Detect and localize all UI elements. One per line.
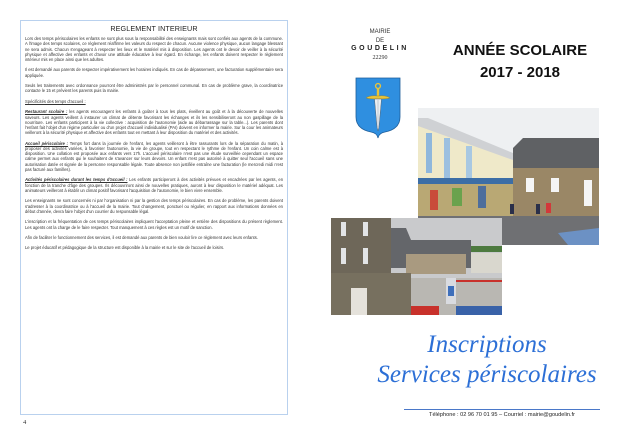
footer-contact: Téléphone : 02 96 70 01 95 – Courriel : mairie@goudelin.fr (429, 412, 575, 418)
school-entrance-photo (331, 218, 502, 315)
rules-paragraphs (25, 36, 283, 251)
rules-paragraph-activites (25, 177, 283, 193)
mairie-line2: DE (375, 37, 385, 44)
rules-paragraph (25, 235, 283, 240)
main-heading-line2: Services périscolaires (377, 361, 597, 388)
rules-paragraph (25, 67, 283, 78)
paragraph-lead: Accueil périscolaire : (25, 140, 69, 146)
rules-title: REGLEMENT INTERIEUR (110, 24, 198, 33)
main-heading-line1: Inscriptions (427, 331, 547, 358)
rules-paragraph (25, 83, 283, 94)
rules-paragraph (25, 245, 283, 250)
mairie-line1: MAIRIE (369, 29, 391, 35)
paragraph-text: Le projet éducatif et pédagogique de la structure est disponible à la mairie et sur le site de l'accueil de loisirs. (25, 245, 225, 251)
paragraph-lead: Activités périscolaires durant les temps d'accueil : (25, 177, 128, 183)
paragraph-text: les agents encouragent les enfants à goûter à tous les plats, éveillent au goût et à la découverte de nouvelles saveurs. Les agents veillent à instaurer un climat de détente favorisant les échanges et ils les sensibiliseront au non gaspillage de la nourriture. Les enfants participent à la vie collective : acquisition de l'autonomie (aide au débarrassage sur la table...). Les parents dont l'enfant fait l'objet d'un régime particulier ou d'un projet d'accueil individualisé (PAI) doivent en informer la mairie. Sur la cour les animateurs veilleront à la sécurité physique et affective des enfants tout en mettant à leur disposition du matériel et des activités. (25, 109, 283, 136)
paragraph-lead: Restaurant scolaire : (25, 109, 68, 115)
school-year-title (430, 40, 610, 84)
rules-paragraph (25, 36, 283, 62)
paragraph-text: Les enseignants ne sont concernés ni par l'organisation ni par la gestion des temps périscolaires. En cas de problème, les parents doivent s'adresser à la coordinatrice ou à l'accueil de la mairie. Tout changement, ponctuel ou régulier, en rapport aux informations données en début d'année, devra faire l'objet d'un courrier du responsable légal. (25, 198, 283, 214)
paragraph-text: Afin de faciliter le fonctionnement des services, il est demandé aux parents de bien vouloir lire ce règlement avec leurs enfants. (25, 234, 258, 240)
sword-coat-of-arms-icon (355, 77, 401, 139)
paragraph-text: Temps fort dans la journée de l'enfant, les agents veilleront à être rassurants lors de la séparation du matin, à proposer des activités variées, à favoriser l'autonomie, la vie de groupe, tout en respectant le rythme de l'enfant. Un coin calme est à disposition. Une collation est proposée aux enfants vers 17h. L'accueil périscolaire n'est pas une étude surveillée cependant un espace calme permet aux enfants qui le souhaitent de s'avancer sur leurs devoirs. Un enfant n'est pas autorisé à quitter seul l'accueil sans une autorisation datée et signée de la personne responsable légale. Toute absence non justifiée entraîne une facturation (le mercredi midi n'est pas facturé aux familles). (25, 140, 283, 172)
rules-box (20, 20, 288, 415)
town-name: GOUDELIN (351, 45, 409, 52)
paragraph-text: Lors des temps périscolaires les enfants ne sont plus sous la responsabilité des enseignants mais sont confiés aux agents de la commune. A l'image des temps scolaires, ce règlement réaffirme les valeurs du respect de chacun. Aucune violence physique, aucun langage blessant ne sera admis. Chacun s'engageant à respecter les lieux et le matériel mis à disposition. Les agents ont le devoir de veiller à la sécurité physique et affective des enfants et d'avoir une attitude éducative à leur égard. En échange, les enfants doivent respecter le règlement intérieur mis en place ainsi que les adultes. (25, 36, 283, 62)
mairie-header (340, 28, 420, 62)
paragraph-text: Spécificités des temps d'accueil : (25, 98, 86, 104)
postal-code: 22290 (372, 54, 388, 61)
paragraph-text: L'inscription et la fréquentation de ces temps périscolaires impliquent l'acceptation pleine et entière des dispositions du présent règlement. Les agents ont la charge de le faire respecter. Tout manquement à ces règles est un motif de sanction. (25, 219, 283, 230)
rules-subheading (25, 99, 283, 104)
rules-paragraph (25, 219, 283, 230)
paragraph-text: Il est demandé aux parents de respecter impérativement les horaires indiqués. En cas de dépassement, une facturation supplémentaire sera appliquée. (25, 67, 283, 78)
rules-paragraph-restaurant (25, 109, 283, 135)
paragraph-text: Seuls les traitements avec ordonnance pourront être administrés par le personnel communal. En cas de problème grave, la coordinatrice contacte le 15 et prévient les parents puis la mairie. (25, 83, 283, 94)
school-year-title-line1: ANNÉE SCOLAIRE (452, 42, 588, 59)
rules-paragraph-accueil (25, 141, 283, 173)
footer-divider (404, 409, 600, 410)
main-heading (372, 330, 602, 390)
page-number: 4 (23, 419, 27, 426)
rules-paragraph (25, 198, 283, 214)
paragraph-text: Les enfants participeront à des activités prévues et encadrées par les agents, en fonction de la tranche d'âge des groupes. Ils découvriront ainsi de nouvelles pratiques, auront à leur disposition le matériel adéquat. Les animateurs veilleront à établir un climat positif favorisant l'acquisition de l'autonomie, le bien vivre ensemble. (25, 177, 284, 193)
school-year-title-line2: 2017 - 2018 (479, 64, 561, 81)
